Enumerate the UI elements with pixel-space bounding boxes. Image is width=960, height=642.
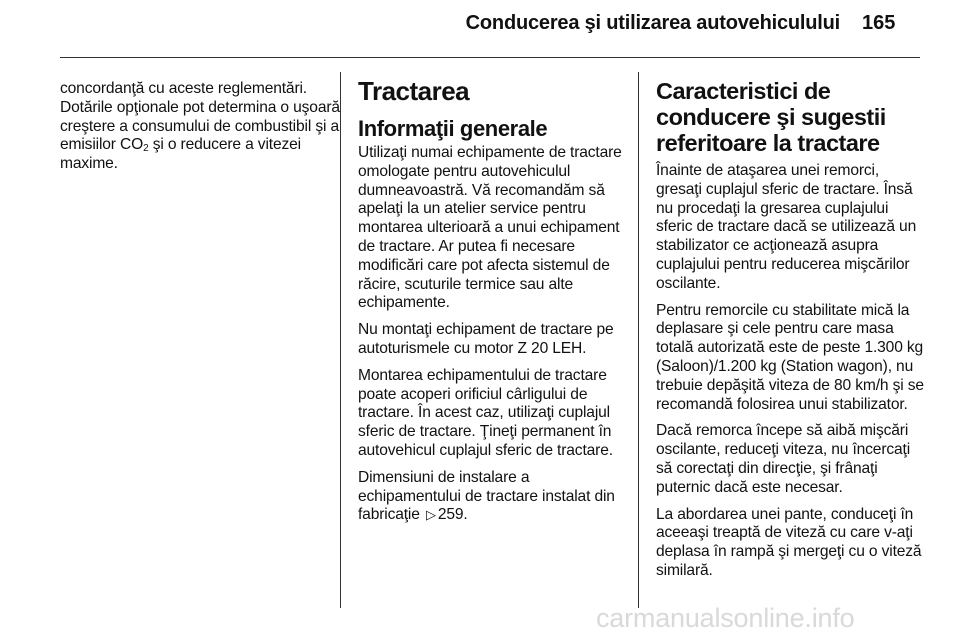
section-heading [656,78,924,156]
page-reference[interactable]: 259. [437,506,468,524]
text-run: Dimensiuni de instalare a echipamentului de tractare instalat din fabricaţie [358,468,615,524]
paragraph: Utilizaţi numai echipamente de tractare omologate pentru autovehiculul dumneavoastră. Vă recomandăm să apelaţi la un atelier service pentru montarea ulterioară a unui echipament de tractare. Ar putea fi necesare modificări care pot afecta sistemul de răcire, scuturile termice sau alte echipamente. [358,144,622,312]
subscript: 2 [143,143,149,155]
paragraph: Montarea echipamentului de tractare poate acoperi orificiul cârligului de tractare. În acest caz, utilizaţi cuplajul sferic de tractare. Ţineţi permanent în autovehicul cuplajul sferic de tractare. [358,366,613,459]
heading-line: conducere şi sugestii [656,104,886,130]
paragraph: La abordarea unei pante, conduceţi în aceeaşi treaptă de viteză cu care v-aţi deplasa în rampă şi mergeţi cu o viteză similară. [656,505,922,579]
heading-line: Caracteristici de [656,78,831,104]
column-divider-2 [638,72,639,608]
subsection-heading: Informaţii generale [358,116,548,141]
section-heading: Tractarea [358,76,470,106]
column-2 [358,76,626,533]
paragraph: Pentru remorcile cu stabilitate mică la deplasare şi cele pentru care masa totală autorizată este de peste 1.300 kg (Saloon)/1.200 kg (Station wagon), nu trebuie depăşită viteza de 80 km/h şi se recomandă folosirea unui stabilizator. [656,301,924,413]
paragraph: Înainte de ataşarea unei remorci, gresaţi cuplajul sferic de tractare. Însă nu procedaţi la gresarea cuplajului sferic de tractare dacă se utilizează un stabilizator ce acţionează asupra cuplajului pentru reducerea mişcărilor oscilante. [656,162,917,292]
paragraph: Dacă remorca începe să aibă mişcări oscilante, reduceţi viteza, nu încercaţi să corectaţi din direcţie, şi frânaţi puternic dacă este necesar. [656,422,911,496]
column-1 [60,80,340,182]
column-divider-1 [340,72,341,608]
page-reference-arrow-icon: ▷ [425,507,436,523]
text-run: şi o reducere a vitezei maxime. [60,136,301,173]
paragraph: Nu montaţi echipament de tractare pe autoturismele cu motor Z 20 LEH. [358,321,614,357]
paragraph [60,80,340,174]
watermark: carmanualsonline.info [596,603,855,633]
running-title: Conducerea şi utilizarea autovehiculului [465,12,840,34]
page-number: 165 [862,12,896,34]
text-run: concordanţă cu aceste reglementări. Dotările opţionale pot determina o uşoară creştere a consumului de combustibil şi a emisiilor CO [60,80,340,154]
paragraph [358,469,626,525]
heading-line: referitoare la tractare [656,130,880,156]
header-divider [60,57,920,58]
column-3 [656,78,924,589]
